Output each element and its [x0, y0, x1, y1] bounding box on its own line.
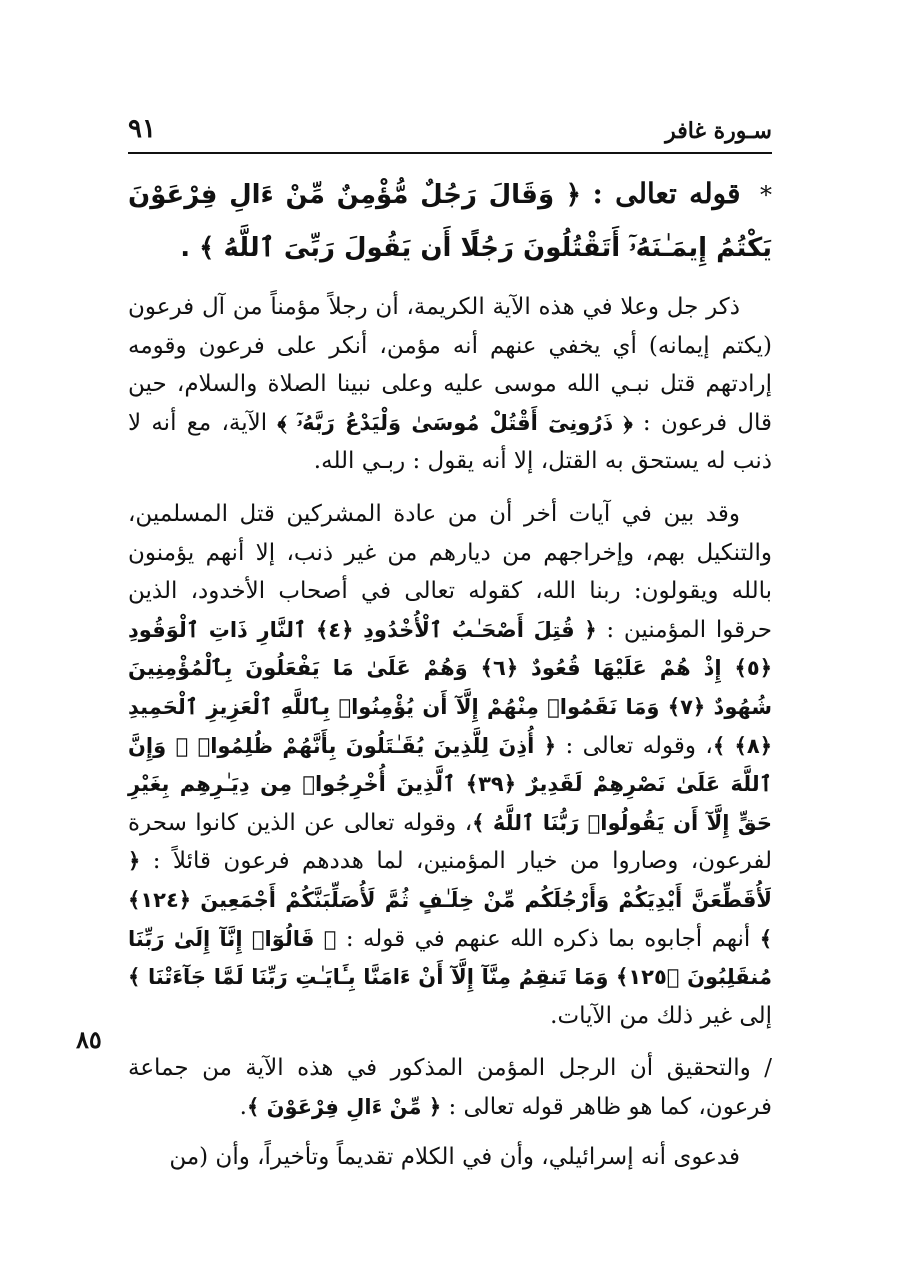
- quran-verse: ﴿ وَقَالَ رَجُلٌ مُّؤْمِنٌ مِّنْ ءَالِ فِرْعَوْنَ يَكْتُمُ إِيمَـٰنَهُۥٓ أَتَقْتُلُونَ رَجُلًا أَن يَقُولَ رَبِّىَ ٱللَّهُ ﴾ .: [128, 180, 772, 263]
- paragraph-text: / والتحقيق أن الرجل المؤمن المذكور في هذه الآية من جماعة فرعون، كما هو ظاهر قوله تعالى :: [128, 1055, 772, 1120]
- paragraph-text: أنهم أجابوه بما ذكره الله عنهم في قوله :: [345, 925, 751, 952]
- lead-paragraph: [128, 168, 772, 274]
- quran-verse: ﴿ مِّنْ ءَالِ فِرْعَوْنَ ﴾: [246, 1094, 442, 1119]
- paragraph-text: ذكر جل وعلا في هذه الآية الكريمة، أن رجلاً مؤمناً من آل فرعون (يكتم إيمانه) أي يخفي عنهم أنه مؤمن، أنكر على فرعون وقومه إرادتهم قتل نبـي الله موسى عليه وعلى نبينا الصلاة والسلام، حين قال فرعون :: [128, 294, 773, 436]
- quran-verse: ﴿ قُتِلَ أَصْحَـٰبُ ٱلْأُخْدُودِ ﴿٤﴾ ٱلنَّارِ ذَاتِ ٱلْوَقُودِ ﴿٥﴾ إِذْ هُمْ عَلَيْهَا قُعُودٌ ﴿٦﴾ وَهُمْ عَلَىٰ مَا يَفْعَلُونَ بِٱلْمُؤْمِنِينَ شُهُودٌ ﴿٧﴾ وَمَا نَقَمُوا۟ مِنْهُمْ إِلَّآ أَن يُؤْمِنُوا۟ بِٱللَّهِ ٱلْعَزِيزِ ٱلْحَمِيدِ ﴿٨﴾ ﴾: [128, 617, 773, 758]
- margin-page-number: ٨٥: [76, 1025, 102, 1054]
- paragraph-text: إلى غير ذلك من الآيات.: [550, 1002, 772, 1029]
- paragraph-3: [128, 1049, 772, 1126]
- quran-verse: ﴿ لَأُقَطِّعَنَّ أَيْدِيَكُمْ وَأَرْجُلَكُم مِّنْ خِلَـٰفٍ ثُمَّ لَأُصَلِّبَنَّكُمْ أَجْمَعِينَ ﴿١٢٤﴾ ﴾: [128, 849, 773, 951]
- paragraph-4: [128, 1138, 772, 1177]
- header-rule: [128, 152, 772, 154]
- page-body: [128, 168, 772, 1189]
- star-marker: *: [759, 181, 772, 209]
- page-number: ٩١: [128, 114, 156, 144]
- paragraph-text: وقد بين في آيات أخر أن من عادة المشركين قتل المسلمين، والتنكيل بهم، وإخراجهم من ديارهم من غير ذنب، إلا أنهم يؤمنون بالله ويقولون: ربنا الله، كقوله تعالى في أصحاب الأخدود، الذين حرقوا المؤمنين :: [128, 500, 772, 643]
- paragraph-text: ، وقوله تعالى عن الذين كانوا سحرة لفرعون، وصاروا من خيار المؤمنين، لما هددهم فرعون قائلاً :: [128, 809, 772, 875]
- lead-intro: قوله تعالى :: [592, 177, 741, 210]
- paragraph-text: فدعوى أنه إسرائيلي، وأن في الكلام تقديماً وتأخيراً، وأن (من: [169, 1144, 740, 1171]
- paragraph-1: [128, 288, 772, 481]
- quran-verse: ﴿ ذَرُونِىٓ أَقْتُلْ مُوسَىٰ وَلْيَدْعُ رَبَّهُۥٓ ﴾: [277, 410, 633, 435]
- paragraph-text: ، وقوله تعالى :: [565, 732, 713, 759]
- page-header: [128, 110, 772, 150]
- paragraph-text: .: [239, 1093, 247, 1120]
- paragraph-2: [128, 495, 772, 1035]
- running-title: سـورة غافر: [665, 118, 772, 144]
- quran-verse: ﴿ أُذِنَ لِلَّذِينَ يُقَـٰتَلُونَ بِأَنَّهُمْ ظُلِمُوا۟ ۚ وَإِنَّ ٱللَّهَ عَلَىٰ نَصْرِهِمْ لَقَدِيرٌ ﴿٣٩﴾ ٱلَّذِينَ أُخْرِجُوا۟ مِن دِيَـٰرِهِم بِغَيْرِ حَقٍّ إِلَّآ أَن يَقُولُوا۟ رَبُّنَا ٱللَّهُ ﴾: [128, 733, 772, 835]
- quran-verse: ﴿ قَالُوٓا۟ إِنَّآ إِلَىٰ رَبِّنَا مُنقَلِبُونَ ﴿١٢٥﴾ وَمَا تَنقِمُ مِنَّآ إِلَّآ أَنْ ءَامَنَّا بِـَٔايَـٰتِ رَبِّنَا لَمَّا جَآءَتْنَا ﴾: [128, 926, 772, 990]
- paragraph-text: الآية، مع أنه لا ذنب له يستحق به القتل، إلا أنه يقول : ربـي الله.: [128, 409, 772, 475]
